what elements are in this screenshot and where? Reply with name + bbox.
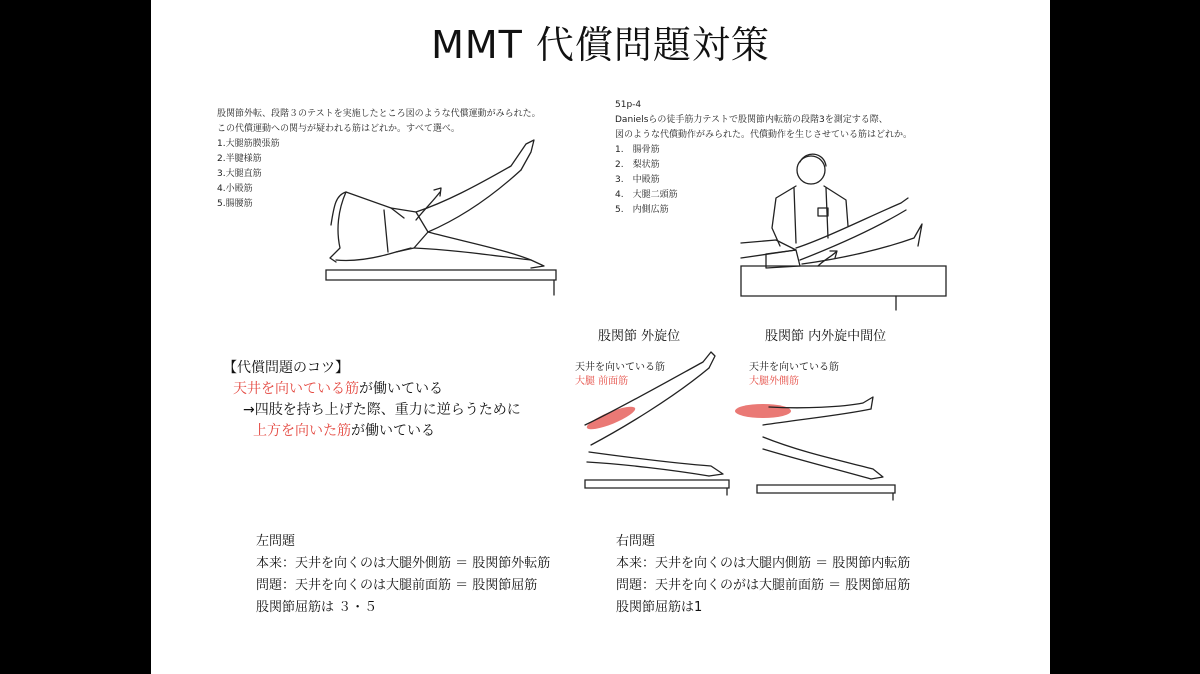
tips-highlight: 上方を向いた筋: [253, 423, 351, 439]
right-option: 5. 内側広筋: [615, 205, 669, 215]
figure-caption: 天井を向いている筋: [749, 362, 839, 373]
figure-muscle-label: 大腿 前面筋: [575, 376, 629, 387]
figure-caption: 天井を向いている筋: [575, 362, 665, 373]
right-option: 4. 大腿二頭筋: [615, 190, 678, 200]
left-option: 2.半腱様筋: [217, 154, 262, 164]
tips-text: が働いている: [359, 381, 443, 397]
figure-neutral-rotation: [733, 385, 898, 500]
figure-muscle-label: 大腿外側筋: [749, 376, 799, 387]
slide: [151, 0, 1050, 674]
right-illustration: [736, 148, 951, 313]
figure-external-rotation: [583, 350, 733, 495]
left-answer-heading: 左問題: [256, 534, 296, 549]
left-answer-line: 問題：天井を向くのは大腿前面筋 ＝ 股関節屈筋: [256, 578, 538, 593]
tips-line-2: →四肢を持ち上げた際、重力に逆らうために: [243, 402, 521, 418]
tips-heading: 【代償問題のコツ】: [223, 360, 349, 376]
left-option: 1.大腿筋膜張筋: [217, 139, 280, 149]
figure-heading-external: 股関節 外旋位: [598, 329, 681, 344]
left-answer: [256, 531, 550, 619]
left-option: 3.大腿直筋: [217, 169, 262, 179]
figure-heading-neutral: 股関節 内外旋中間位: [765, 329, 887, 344]
tips-text: が働いている: [351, 423, 435, 439]
right-answer-line: 股関節屈筋は1: [616, 600, 703, 615]
right-answer-line: 本来：天井を向くのは大腿内側筋 ＝ 股関節内転筋: [616, 556, 911, 571]
right-answer-line: 問題：天井を向くのがは大腿前面筋 ＝ 股関節屈筋: [616, 578, 911, 593]
left-answer-line: 股関節屈筋は ３・５: [256, 600, 378, 615]
left-option: 5.腸腰筋: [217, 199, 253, 209]
right-question-line: 図のような代償動作がみられた。代償動作を生じさせている筋はどれか。: [615, 130, 913, 140]
lateral-thigh-highlight: [735, 404, 791, 418]
tips-block: [223, 358, 521, 442]
tips-line-1: [223, 379, 521, 400]
left-illustration: [316, 130, 566, 295]
right-question-line: Danielsらの徒手筋力テストで股関節内転筋の段階3を測定する際、: [615, 115, 888, 125]
right-question-ref: 51p-4: [615, 100, 642, 110]
right-answer-heading: 右問題: [616, 534, 656, 549]
front-thigh-highlight: [585, 403, 638, 434]
slide-title: MMT 代償問題対策: [431, 23, 770, 67]
tips-line-3: [223, 421, 521, 442]
left-option: 4.小殿筋: [217, 184, 253, 194]
right-option: 1. 腸骨筋: [615, 145, 660, 155]
right-answer: [616, 531, 910, 619]
left-question-line: この代償運動への関与が疑われる筋はどれか。すべて選べ。: [217, 124, 460, 134]
right-option: 2. 梨状筋: [615, 160, 660, 170]
left-answer-line: 本来：天井を向くのは大腿外側筋 ＝ 股関節外転筋: [256, 556, 551, 571]
tips-highlight: 天井を向いている筋: [233, 381, 359, 397]
right-option: 3. 中殿筋: [615, 175, 660, 185]
left-question-line: 股関節外転、段階３のテストを実施したところ図のような代償運動がみられた。: [217, 109, 541, 119]
